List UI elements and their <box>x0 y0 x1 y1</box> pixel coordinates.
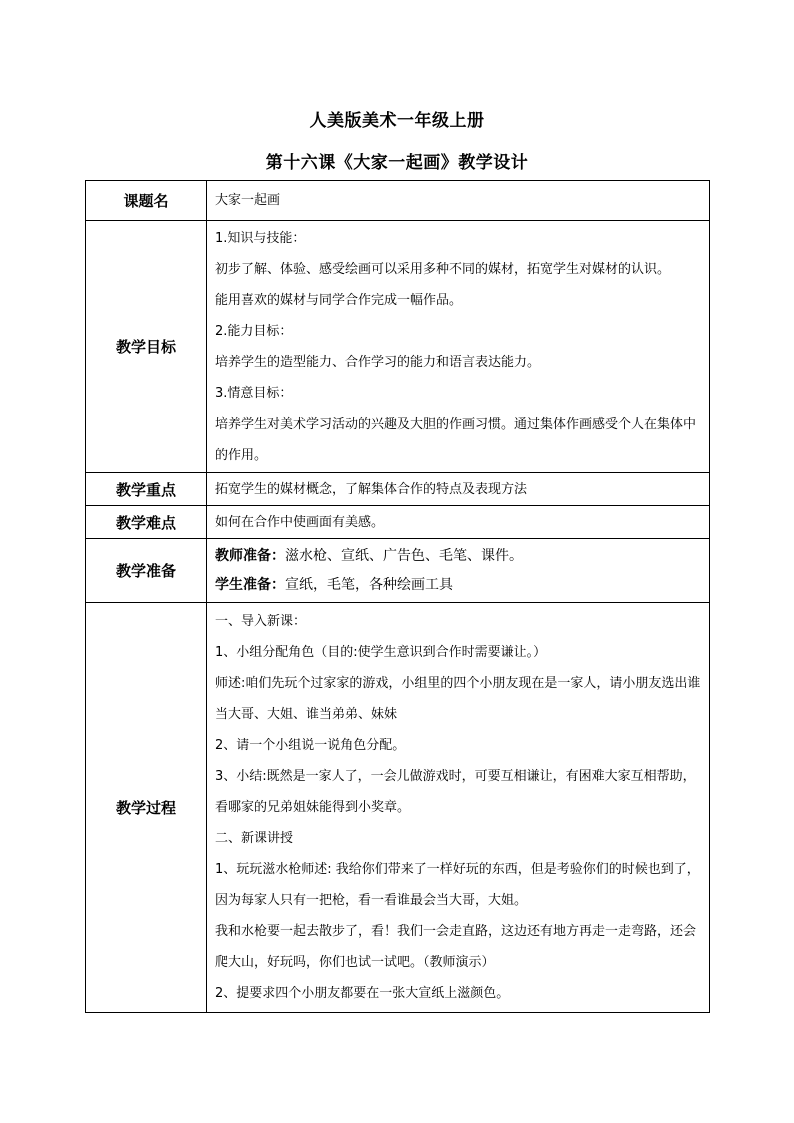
objectives-line: 3.情意目标： <box>215 385 293 401</box>
row-process <box>86 603 710 1013</box>
student-preparation-value: 宣纸，毛笔，各种绘画工具 <box>285 576 453 593</box>
topic-value: 大家一起画 <box>207 181 710 221</box>
preparation-label: 教学准备 <box>86 539 207 603</box>
row-key-points <box>86 473 710 506</box>
objectives-content <box>207 221 710 473</box>
objectives-label: 教学目标 <box>86 221 207 473</box>
key-points-value: 拓宽学生的媒材概念，了解集体合作的特点及表现方法 <box>207 473 710 506</box>
teacher-preparation-label: 教师准备： <box>215 547 285 564</box>
teacher-preparation-value: 滋水枪、宣纸、广告色、毛笔、课件。 <box>285 547 523 564</box>
topic-label: 课题名 <box>86 181 207 221</box>
student-preparation <box>215 571 703 600</box>
process-content <box>207 603 710 1013</box>
objectives-line: 1.知识与技能： <box>215 230 306 246</box>
key-points-label: 教学重点 <box>86 473 207 506</box>
difficulties-label: 教学难点 <box>86 506 207 539</box>
document-subtitle: 第十六课《大家一起画》教学设计 <box>265 153 529 173</box>
objectives-line: 初步了解、体验、感受绘画可以采用多种不同的媒材，拓宽学生对媒材的认识。 <box>215 261 671 277</box>
lesson-plan-table <box>85 180 710 1013</box>
process-line: 3、小结:既然是一家人了，一会儿做游戏时，可要互相谦让，有困难大家互相帮助，看哪家的兄弟姐妹能得到小奖章。 <box>215 769 696 815</box>
objectives-line: 能用喜欢的媒材与同学合作完成一幅作品。 <box>215 292 463 308</box>
document-title: 人美版美术一年级上册 <box>309 111 485 131</box>
process-label: 教学过程 <box>86 603 207 1013</box>
objectives-line: 培养学生的造型能力、合作学习的能力和语言表达能力。 <box>215 354 541 370</box>
process-line: 2、请一个小组说一说角色分配。 <box>215 738 406 753</box>
row-preparation <box>86 539 710 603</box>
preparation-content <box>207 539 710 603</box>
objectives-line: 培养学生对美术学习活动的兴趣及大胆的作画习惯。通过集体作画感受个人在集体中的作用。 <box>215 416 697 463</box>
process-line: 我和水枪要一起去散步了，看！我们一会走直路，这边还有地方再走一走弯路，还会爬大山，好玩吗，你们也试一试吧。（教师演示） <box>215 924 697 970</box>
row-objectives <box>86 221 710 473</box>
row-difficulties <box>86 506 710 539</box>
row-topic <box>86 181 710 221</box>
student-preparation-label: 学生准备： <box>215 576 285 593</box>
process-line: 二、新课讲授 <box>215 831 294 846</box>
process-line: 1、小组分配角色（目的:使学生意识到合作时需要谦让。） <box>215 645 547 660</box>
process-line: 1、玩玩滋水枪师述: 我给你们带来了一样好玩的东西，但是考验你们的时候也到了，因为每家人只有一把枪，看一看谁最会当大哥，大姐。 <box>215 862 700 908</box>
difficulties-value: 如何在合作中使画面有美感。 <box>207 506 710 539</box>
teacher-preparation <box>215 542 703 571</box>
objectives-line: 2.能力目标： <box>215 323 293 339</box>
process-line: 2、提要求四个小朋友都要在一张大宣纸上滋颜色。 <box>215 986 510 1001</box>
process-line: 师述:咱们先玩个过家家的游戏，小组里的四个小朋友现在是一家人，请小朋友选出谁当大哥、大姐、谁当弟弟、妹妹 <box>215 676 701 722</box>
process-line: 一、导入新课： <box>215 614 307 629</box>
